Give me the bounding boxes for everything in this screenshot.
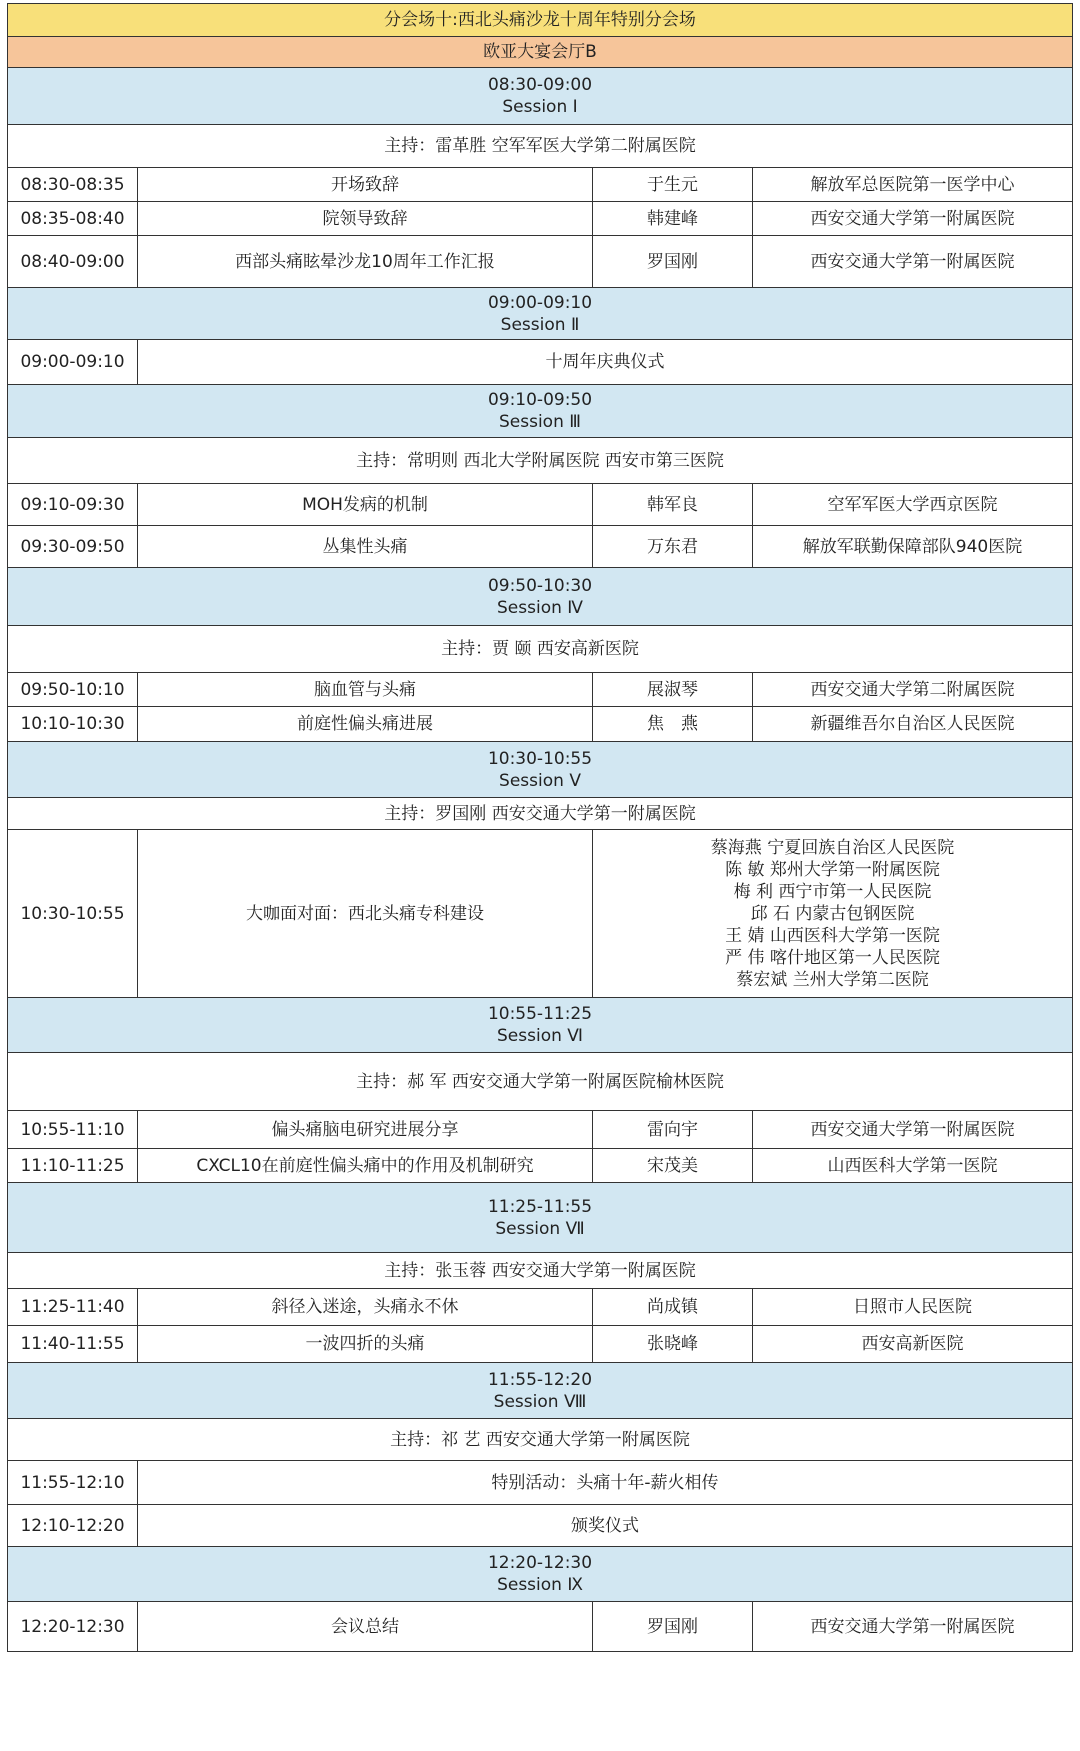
session-header [8, 288, 1072, 339]
talk-row [7, 202, 1073, 236]
session-name: Session Ⅲ [499, 412, 581, 432]
talk-time: 09:50-10:10 [8, 673, 138, 706]
talk-speaker: 尚成镇 [593, 1289, 753, 1325]
session-chair: 主持：雷革胜 空军军医大学第二附属医院 [384, 136, 696, 156]
talk-topic: 一波四折的头痛 [138, 1326, 593, 1362]
session-row [7, 68, 1073, 125]
item-row [7, 1505, 1073, 1547]
title-row [7, 3, 1073, 37]
session-chair: 主持：张玉蓉 西安交通大学第一附属医院 [384, 1260, 696, 1281]
talk-topic: 丛集性头痛 [138, 526, 593, 567]
panelist: 蔡宏斌 兰州大学第二医院 [736, 969, 929, 990]
session-time: 11:25-11:55 [487, 1196, 593, 1217]
session-time: 09:00-09:10 [487, 292, 593, 313]
session-time: 08:30-09:00 [487, 75, 593, 95]
panelist: 严 伟 喀什地区第一人民医院 [725, 947, 940, 968]
talk-time: 10:55-11:10 [8, 1111, 138, 1148]
talk-speaker: 张晓峰 [593, 1326, 753, 1362]
session-name: Session Ⅱ [500, 314, 580, 335]
talk-speaker: 韩建峰 [593, 202, 753, 235]
session-row [7, 1183, 1073, 1253]
session-time: 10:30-10:55 [487, 748, 593, 769]
talk-organization: 西安交通大学第一附属医院 [810, 208, 1015, 229]
session-row [7, 1363, 1073, 1419]
talk-organization: 新疆维吾尔自治区人民医院 [810, 714, 1015, 734]
item-title: 十周年庆典仪式 [545, 352, 665, 372]
panelist: 王 婧 山西医科大学第一医院 [725, 925, 940, 946]
talk-speaker: 韩军良 [593, 484, 753, 525]
panelist: 邱 石 内蒙古包钢医院 [750, 903, 915, 924]
talk-organization: 西安交通大学第一附属医院 [810, 1119, 1015, 1140]
talk-time: 11:10-11:25 [8, 1149, 138, 1182]
session-time: 09:10-09:50 [487, 390, 593, 410]
talk-speaker: 罗国刚 [593, 1602, 753, 1651]
item-title: 颁奖仪式 [571, 1515, 639, 1536]
panelist: 梅 利 西宁市第一人民医院 [733, 881, 932, 902]
session-name: Session Ⅴ [499, 770, 581, 791]
session-header [8, 568, 1072, 625]
session-time: 11:55-12:20 [487, 1369, 593, 1390]
chair-row [7, 1053, 1073, 1111]
talk-row [7, 1289, 1073, 1326]
session-row [7, 385, 1073, 438]
talk-time: 09:30-09:50 [8, 526, 138, 567]
talk-topic: MOH发病的机制 [138, 484, 593, 525]
talk-topic: 脑血管与头痛 [138, 673, 593, 706]
talk-row [7, 1602, 1073, 1652]
talk-time: 11:40-11:55 [8, 1326, 138, 1362]
talk-topic: 偏头痛脑电研究进展分享 [138, 1111, 593, 1148]
talk-time: 10:10-10:30 [8, 707, 138, 741]
session-header [8, 68, 1072, 124]
item-time: 09:00-09:10 [8, 340, 138, 384]
session-header [8, 742, 1072, 797]
talk-row [7, 168, 1073, 202]
session-header [8, 998, 1072, 1052]
talk-organization: 西安交通大学第二附属医院 [810, 679, 1015, 700]
talk-organization: 解放军总医院第一医学中心 [810, 174, 1015, 195]
schedule-table [7, 3, 1073, 1652]
talk-topic: 院领导致辞 [138, 202, 593, 235]
talk-time: 08:35-08:40 [8, 202, 138, 235]
talk-speaker: 展淑琴 [593, 673, 753, 706]
chair-row [7, 798, 1073, 830]
session-header [8, 1547, 1072, 1601]
talk-time: 08:30-08:35 [8, 168, 138, 201]
venue-row [7, 37, 1073, 68]
session-time: 09:50-10:30 [487, 575, 593, 596]
talk-time: 11:25-11:40 [8, 1289, 138, 1325]
talk-organization: 西安高新医院 [861, 1334, 964, 1354]
talk-row [7, 1326, 1073, 1363]
panelist: 蔡海燕 宁夏回族自治区人民医院 [710, 837, 955, 858]
talk-row [7, 1149, 1073, 1183]
item-row [7, 340, 1073, 385]
item-title: 特别活动：头痛十年-薪火相传 [491, 1472, 719, 1493]
session-chair: 主持：常明则 西北大学附属医院 西安市第三医院 [356, 450, 724, 471]
session-chair: 主持：罗国刚 西安交通大学第一附属医院 [384, 803, 696, 824]
session-row [7, 1547, 1073, 1602]
talk-time: 12:20-12:30 [8, 1602, 138, 1651]
session-name: Session Ⅷ [493, 1391, 587, 1412]
venue-name: 欧亚大宴会厅B [483, 42, 597, 62]
panel-row [7, 830, 1073, 998]
talk-speaker: 宋茂美 [593, 1149, 753, 1182]
talk-topic: CXCL10在前庭性偏头痛中的作用及机制研究 [138, 1149, 593, 1182]
session-chair: 主持：贾 颐 西安高新医院 [441, 639, 639, 659]
talk-organization: 山西医科大学第一医院 [827, 1155, 998, 1176]
item-time: 11:55-12:10 [8, 1461, 138, 1504]
session-row [7, 742, 1073, 798]
talk-time: 09:10-09:30 [8, 484, 138, 525]
talk-row [7, 673, 1073, 707]
session-chair: 主持：祁 艺 西安交通大学第一附属医院 [390, 1429, 690, 1450]
talk-speaker: 罗国刚 [593, 236, 753, 287]
talk-topic: 会议总结 [138, 1602, 593, 1651]
sub-venue-title: 分会场十:西北头痛沙龙十周年特别分会场 [384, 10, 696, 30]
session-name: Session Ⅶ [495, 1218, 585, 1239]
talk-topic: 斜径入迷途，头痛永不休 [138, 1289, 593, 1325]
session-header [8, 385, 1072, 437]
talk-organization: 空军军医大学西京医院 [827, 494, 998, 515]
session-chair: 主持：郝 军 西安交通大学第一附属医院榆林医院 [356, 1071, 724, 1092]
talk-speaker: 万东君 [593, 526, 753, 567]
talk-topic: 开场致辞 [138, 168, 593, 201]
session-row [7, 288, 1073, 340]
panelist: 陈 敏 郑州大学第一附属医院 [725, 859, 940, 880]
talk-row [7, 1111, 1073, 1149]
talk-organization: 西安交通大学第一附属医院 [810, 1616, 1015, 1637]
talk-topic: 前庭性偏头痛进展 [138, 707, 593, 741]
session-header [8, 1363, 1072, 1418]
chair-row [7, 125, 1073, 168]
panel-topic: 大咖面对面：西北头痛专科建设 [138, 830, 593, 997]
talk-speaker: 于生元 [593, 168, 753, 201]
session-name: Session Ⅵ [497, 1026, 583, 1046]
chair-row [7, 1253, 1073, 1289]
talk-row [7, 707, 1073, 742]
talk-row [7, 484, 1073, 526]
session-time: 10:55-11:25 [487, 1004, 593, 1024]
item-time: 12:10-12:20 [8, 1505, 138, 1546]
chair-row [7, 1419, 1073, 1461]
talk-time: 08:40-09:00 [8, 236, 138, 287]
panelist-list [593, 830, 1072, 997]
session-name: Session I [502, 97, 578, 117]
item-row [7, 1461, 1073, 1505]
session-row [7, 568, 1073, 626]
talk-organization: 西安交通大学第一附属医院 [810, 251, 1015, 272]
talk-speaker: 焦 燕 [593, 707, 753, 741]
session-name: Session Ⅸ [497, 1575, 583, 1595]
session-header [8, 1183, 1072, 1252]
session-row [7, 998, 1073, 1053]
talk-organization: 解放军联勤保障部队940医院 [802, 536, 1023, 557]
chair-row [7, 626, 1073, 673]
talk-organization: 日照市人民医院 [853, 1297, 972, 1317]
chair-row [7, 438, 1073, 484]
panel-time: 10:30-10:55 [8, 830, 138, 997]
talk-row [7, 526, 1073, 568]
session-name: Session Ⅳ [497, 597, 583, 618]
session-time: 12:20-12:30 [487, 1553, 593, 1573]
talk-row [7, 236, 1073, 288]
talk-topic: 西部头痛眩晕沙龙10周年工作汇报 [138, 236, 593, 287]
talk-speaker: 雷向宇 [593, 1111, 753, 1148]
